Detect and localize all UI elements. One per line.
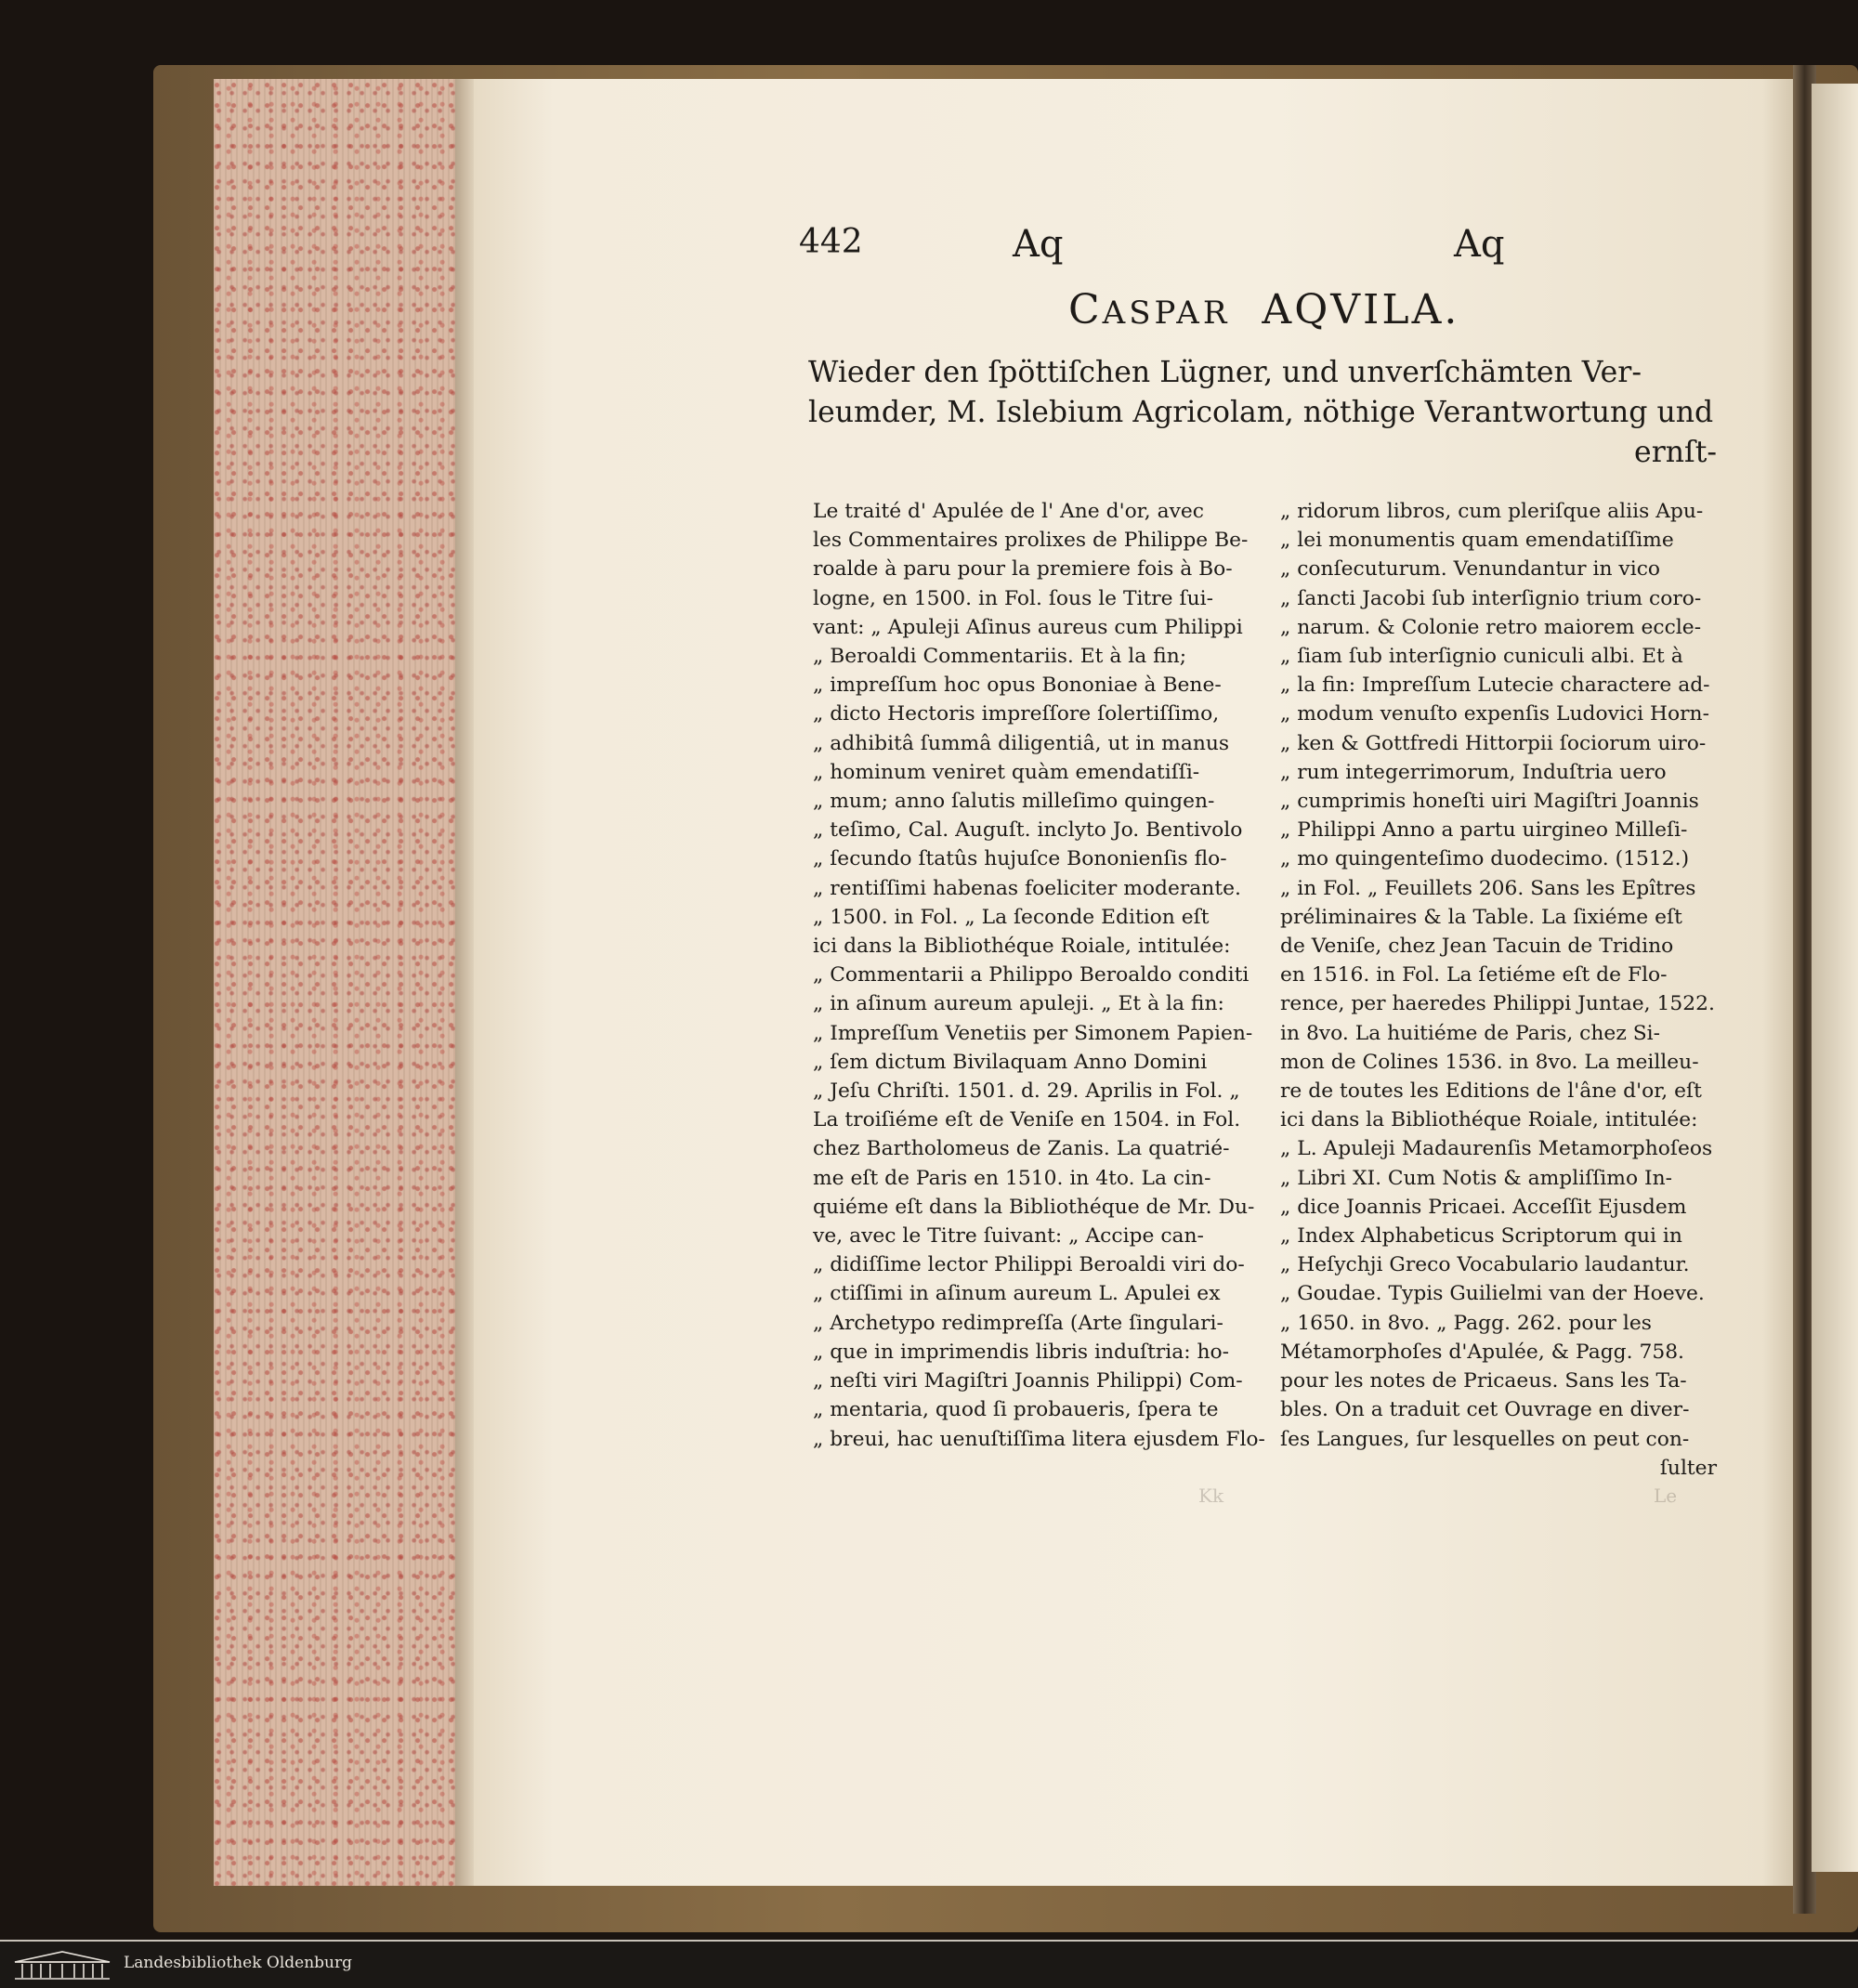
text-line: in 8vo. La huitiéme de Paris, chez Si- [1280, 1021, 1661, 1045]
text-line: ſes Langues, ſur lesquelles on peut con- [1280, 1427, 1690, 1451]
text-line: „ ken & Gottfredi Hittorpii ſociorum uiro- [1280, 731, 1707, 755]
text-line: pour les notes de Pricaeus. Sans les Ta- [1280, 1369, 1687, 1393]
text-line: vant: „ Apuleji Aſinus aureus cum Philippi [813, 615, 1243, 639]
entry-first-letter: C [1068, 286, 1103, 334]
text-line: „ ctiſſimi in aſinum aureum L. Apulei ex [813, 1282, 1221, 1306]
text-line: „ dice Joannis Pricaei. Acceſſit Ejusdem [1280, 1195, 1687, 1219]
right-column [1280, 497, 1717, 1483]
text-line: préliminaires & la Table. La ſixiéme eſt [1280, 905, 1682, 929]
running-head-right: Aq [1454, 223, 1505, 266]
text-line: bles. On a traduit cet Ouvrage en diver- [1280, 1398, 1690, 1422]
text-line: me eſt de Paris en 1510. in 4to. La cin- [813, 1166, 1211, 1190]
text-line: „ Commentarii a Philippo Beroaldo conditi [813, 963, 1250, 987]
text-line: „ Impreſſum Venetiis per Simonem Papien- [813, 1021, 1253, 1045]
text-line: „ impreſſum hoc opus Bononiae à Bene- [813, 674, 1222, 698]
text-line: „ la fin: Impreſſum Lutecie charactere ad- [1280, 674, 1710, 698]
text-line: „ conſecuturum. Venundantur in vico [1280, 557, 1661, 582]
footer-bar [0, 1940, 1858, 1988]
text-line: re de toutes les Editions de l'âne d'or, eſt [1280, 1079, 1702, 1104]
entry-heading [1068, 286, 1459, 334]
text-line: „ ſem dictum Bivilaquam Anno Domini [813, 1050, 1208, 1074]
text-line: „ que in imprimendis libris induſtria: ho- [813, 1340, 1230, 1364]
text-line: „ L. Apuleji Madaurenſis Metamorphoſeos [1280, 1137, 1713, 1161]
text-line: „ in aſinum aureum apuleji. „ Et à la fin: [813, 992, 1224, 1016]
text-line: „ modum venuſto expenſis Ludovici Horn- [1280, 702, 1709, 726]
facing-page-edge [1812, 84, 1858, 1872]
catchword: ſulter [1659, 1456, 1717, 1480]
text-line: ici dans la Bibliothéque Roiale, intitulée: [813, 935, 1231, 959]
text-line: „ 1650. in 8vo. „ Pagg. 262. pour les [1280, 1311, 1652, 1335]
text-line: mon de Colines 1536. in 8vo. La meilleu- [1280, 1050, 1699, 1074]
text-line: „ lei monumentis quam emendatiſſime [1280, 529, 1674, 553]
text-line: „ mo quingenteſimo duodecimo. (1512.) [1280, 847, 1690, 871]
text-line: chez Bartholomeus de Zanis. La quatrié- [813, 1137, 1230, 1161]
text-line: „ hominum veniret quàm emendatiſſi- [813, 760, 1200, 784]
text-line: logne, en 1500. in Fol. ſous le Titre ſui- [813, 586, 1213, 610]
text-line: „ ridorum libros, cum pleriſque aliis Apu- [1280, 500, 1704, 523]
text-line: „ Libri XI. Cum Notis & ampliſſimo In- [1280, 1166, 1673, 1190]
text-line: „ narum. & Colonie retro maiorem eccle- [1280, 615, 1702, 639]
text-line: quiéme eſt dans la Bibliothéque de Mr. Du- [813, 1195, 1255, 1219]
bleed-through-signature: Kk [1198, 1484, 1224, 1507]
book-title [808, 353, 1717, 473]
text-line: „ cumprimis honeſti uiri Magiſtri Joannis [1280, 790, 1699, 814]
text-line: ici dans la Bibliothéque Roiale, intitulée: [1280, 1108, 1698, 1132]
library-name: Landesbibliothek Oldenburg [124, 1954, 353, 1972]
text-line: ve, avec le Titre ſuivant: „ Accipe can- [813, 1224, 1204, 1249]
text-line: „ Index Alphabeticus Scriptorum qui in [1280, 1224, 1682, 1249]
text-line: rence, per haeredes Philippi Juntae, 1522. [1280, 992, 1715, 1016]
page-edges [214, 79, 474, 1886]
entry-surname: AQVILA. [1262, 286, 1460, 334]
text-line: „ didiſſime lector Philippi Beroaldi viri do- [813, 1253, 1245, 1277]
text-line: „ Archetypo redimpreſſa (Arte ſingulari- [813, 1311, 1223, 1335]
text-line: „ ſancti Jacobi ſub interſignio trium coro- [1280, 586, 1702, 610]
text-line: „ rum integerrimorum, Induſtria uero [1280, 760, 1667, 784]
text-line: „ breui, hac uenuſtiſſima litera ejusdem Flo- [813, 1427, 1265, 1451]
entry-given-name: ASPAR [1102, 294, 1231, 332]
text-line: „ mum; anno ſalutis milleſimo quingen- [813, 790, 1215, 814]
text-line: „ rentiſſimi habenas foeliciter moderante. [813, 876, 1241, 900]
text-line: „ Jeſu Chriſti. 1501. d. 29. Aprilis in Fol. „ [813, 1079, 1240, 1104]
text-line: „ Beroaldi Commentariis. Et à la fin; [813, 645, 1187, 669]
text-line: „ mentaria, quod ſi probaueris, ſpera te [813, 1398, 1219, 1422]
left-column [813, 497, 1265, 1454]
title-line: Wieder den ſpöttiſchen Lügner, und unverſchämten Ver- [808, 356, 1642, 389]
text-line: „ ſecundo ſtatûs hujuſce Bononienſis flo- [813, 847, 1227, 871]
text-line: „ in Fol. „ Feuillets 206. Sans les Epîtres [1280, 876, 1696, 900]
text-line: roalde à paru pour la premiere fois à Bo- [813, 557, 1233, 582]
title-line: ernſt- [1634, 436, 1717, 469]
text-line: „ ſiam ſub interſignio cuniculi albi. Et à [1280, 645, 1683, 669]
text-line: „ Heſychji Greco Vocabulario laudantur. [1280, 1253, 1690, 1277]
title-line: leumder, M. Islebium Agricolam, nöthige Verantwortung und [808, 396, 1714, 429]
text-line: „ neſti viri Magiſtri Joannis Philippi) Com- [813, 1369, 1243, 1393]
text-line: „ teſimo, Cal. Auguſt. inclyto Jo. Bentivolo [813, 818, 1243, 843]
library-building-icon [11, 1949, 113, 1981]
text-line: Métamorphoſes d'Apulée, & Pagg. 758. [1280, 1340, 1684, 1364]
text-line: „ Philippi Anno a partu uirgineo Milleſi- [1280, 818, 1688, 843]
text-line: La troiſiéme eſt de Veniſe en 1504. in Fol. [813, 1108, 1241, 1132]
text-line: Le traité d' Apulée de l' Ane d'or, avec [813, 500, 1204, 523]
text-line: „ dicto Hectoris impreſſore ſolertiſſimo, [813, 702, 1220, 726]
text-line: de Veniſe, chez Jean Tacuin de Tridino [1280, 935, 1674, 959]
text-line: en 1516. in Fol. La ſetiéme eſt de Flo- [1280, 963, 1668, 987]
text-line: les Commentaires prolixes de Philippe Be- [813, 529, 1249, 553]
text-line: „ adhibitâ ſummâ diligentiâ, ut in manus [813, 731, 1230, 755]
running-head-left: Aq [1013, 223, 1064, 266]
bleed-through-catchword: Le [1654, 1484, 1678, 1507]
text-line: „ 1500. in Fol. „ La ſeconde Edition eſt [813, 905, 1210, 929]
text-line: „ Goudae. Typis Guilielmi van der Hoeve. [1280, 1282, 1705, 1306]
page-number: 442 [799, 223, 863, 261]
